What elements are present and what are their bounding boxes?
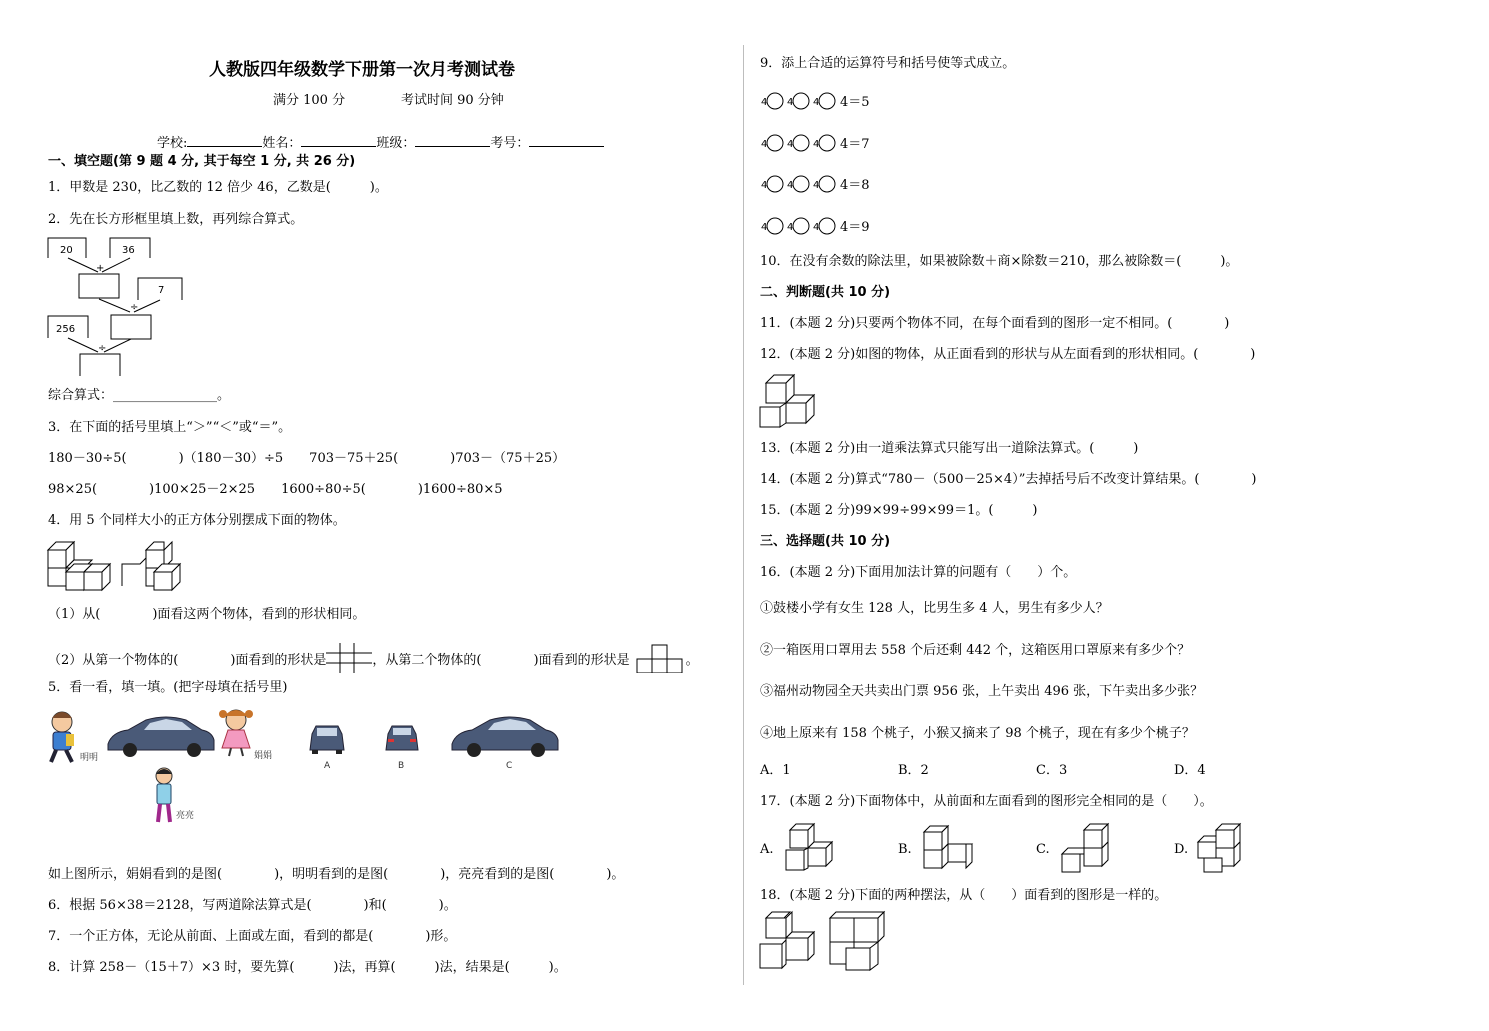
column-divider [743,45,744,985]
question-14: 14．(本题 2 分)算式“780－（500－25×4）”去掉括号后不改变计算结果。( ) [760,472,1257,487]
q17-option-d[interactable]: D. [1174,842,1189,857]
svg-text:4: 4 [761,180,768,191]
svg-text:4: 4 [813,97,820,108]
svg-text:4: 4 [813,222,820,233]
svg-text:4: 4 [761,139,768,150]
q16-item-1: ①鼓楼小学有女生 128 人，比男生多 4 人，男生有多少人？ [760,601,1109,616]
number-label: 考号： [490,136,530,151]
svg-text:4: 4 [787,180,794,191]
question-10: 10．在没有余数的除法里，如果被除数＋商×除数＝210，那么被除数＝( )。 [760,254,1239,269]
girl-juanjuan-icon [219,710,253,756]
svg-text:4: 4 [787,97,794,108]
question-8: 8．计算 258－（15＋7）×3 时，要先算( )法，再算( )法，结果是( )。 [48,960,567,975]
section-true-false: 二、判断题(共 10 分) [760,285,891,300]
q17-option-a[interactable]: A. [760,842,774,857]
num-20: 20 [60,245,73,256]
car-side-c-icon [452,717,558,757]
view-shape-2 [636,643,686,673]
q16-item-4: ④地上原来有 158 个桃子，小猴又摘来了 98 个桃子，现在有多少个桃子？ [760,726,1195,741]
question-2: 2．先在长方形框里填上数，再列综合算式。 [48,212,304,227]
question-3: 3．在下面的括号里填上“＞”“＜”或“＝”。 [48,420,292,435]
q3-row-1: 180－30÷5( )（180－30）÷5 703－75＋25( )703－（75＋25） [48,451,566,466]
question-17: 17．(本题 2 分)下面物体中，从前面和左面看到的图形完全相同的是（ ）。 [760,794,1213,809]
num-36: 36 [122,245,135,256]
view-shape-1 [326,643,372,673]
q5-picture [46,704,566,828]
boy-liangliang-icon [156,768,172,822]
school-field[interactable] [187,134,262,147]
label-a: A [324,761,331,771]
label-mingming: 明明 [80,753,99,763]
q4-cube-figures [46,540,188,596]
calc-flow-diagram [46,236,188,381]
q17-cubes-d [1196,820,1252,876]
op-plus: + [96,263,105,274]
exam-time: 考试时间 90 分钟 [401,93,504,108]
number-field[interactable] [529,134,604,147]
question-12: 12．(本题 2 分)如图的物体，从正面看到的形状与从左面看到的形状相同。( ) [760,347,1256,362]
page-title: 人教版四年级数学下册第一次月考测试卷 [209,60,515,80]
q9-row-2: 4 4 4 4＝7 [760,134,870,153]
car-back-b-icon [386,726,418,750]
full-score: 满分 100 分 [273,93,346,108]
q9-row-4: 4 4 4 4＝9 [760,217,870,236]
q9-row-1: 4 4 4 4＝5 [760,92,870,111]
op-divide-2: ÷ [98,343,107,354]
svg-text:4: 4 [813,139,820,150]
q12-cubes [758,373,820,431]
num-256: 256 [56,324,76,335]
car-front-a-icon [310,726,344,754]
q5-fill: 如上图所示，娟娟看到的是图( )，明明看到的是图( )，亮亮看到的是图( )。 [48,867,625,882]
q4-part-2: （2）从第一个物体的( )面看到的形状是 ，从第二个物体的( )面看到的形状是 。 [48,643,699,673]
label-juanjuan: 娟娟 [254,751,273,761]
q17-option-b[interactable]: B. [898,842,912,857]
question-13: 13．(本题 2 分)由一道乘法算式只能写出一道除法算式。( ) [760,441,1139,456]
question-9: 9．添上合适的运算符号和括号使等式成立。 [760,56,1016,71]
q16-option-d[interactable]: D．4 [1174,763,1206,778]
q4-part-1: （1）从( )面看这两个物体，看到的形状相同。 [48,607,366,622]
q16-option-b[interactable]: B．2 [898,763,929,778]
class-label: 班级： [376,136,416,151]
svg-text:4: 4 [761,97,768,108]
question-15: 15．(本题 2 分)99×99÷99×99＝1。( ) [760,503,1038,518]
svg-text:4: 4 [761,222,768,233]
label-liangliang: 亮亮 [176,811,195,821]
q18-cubes [758,910,888,974]
q9-row-3: 4 4 4 4＝8 [760,175,870,194]
question-11: 11．(本题 2 分)只要两个物体不同，在每个面看到的图形一定不相同。( ) [760,316,1230,331]
svg-text:4: 4 [813,180,820,191]
op-divide-1: ÷ [130,302,139,313]
question-6: 6．根据 56×38＝2128，写两道除法算式是( )和( )。 [48,898,457,913]
section-choice: 三、选择题(共 10 分) [760,534,891,549]
q17-cubes-a [784,820,840,876]
name-field[interactable] [301,134,376,147]
question-18: 18．(本题 2 分)下面的两种摆法，从（ ）面看到的图形是一样的。 [760,888,1168,903]
q16-option-c[interactable]: C．3 [1036,763,1068,778]
num-7: 7 [158,285,165,296]
label-c: C [506,761,513,771]
q3-row-2: 98×25( )100×25－2×25 1600÷80÷5( )1600÷80×5 [48,482,503,497]
student-info-row [157,134,604,152]
class-field[interactable] [415,134,490,147]
q17-cubes-b [922,822,978,874]
q16-item-2: ②一箱医用口罩用去 558 个后还剩 442 个，这箱医用口罩原来有多少个？ [760,643,1191,658]
question-5: 5．看一看，填一填。(把字母填在括号里) [48,680,288,695]
q17-option-c[interactable]: C. [1036,842,1050,857]
q16-item-3: ③福州动物园全天共卖出门票 956 张，上午卖出 496 张，下午卖出多少张？ [760,684,1204,699]
svg-text:4: 4 [787,139,794,150]
q2-answer: 综合算式：________________。 [48,388,231,403]
car-side-left-icon [108,717,214,757]
boy-mingming-icon [51,712,74,762]
svg-text:4: 4 [787,222,794,233]
question-4: 4．用 5 个同样大小的正方体分别摆成下面的物体。 [48,513,346,528]
q17-cubes-c [1060,820,1116,876]
name-label: 姓名： [262,136,302,151]
question-16: 16．(本题 2 分)下面用加法计算的问题有（ ）个。 [760,565,1077,580]
school-label: 学校: [157,136,188,151]
label-b: B [398,761,405,771]
section-fill-blank: 一、填空题(第 9 题 4 分, 其于每空 1 分, 共 26 分) [48,154,356,169]
q16-option-a[interactable]: A．1 [760,763,791,778]
question-7: 7．一个正方体，无论从前面、上面或左面，看到的都是( )形。 [48,929,457,944]
question-1: 1．甲数是 230，比乙数的 12 倍少 46，乙数是( )。 [48,180,388,195]
